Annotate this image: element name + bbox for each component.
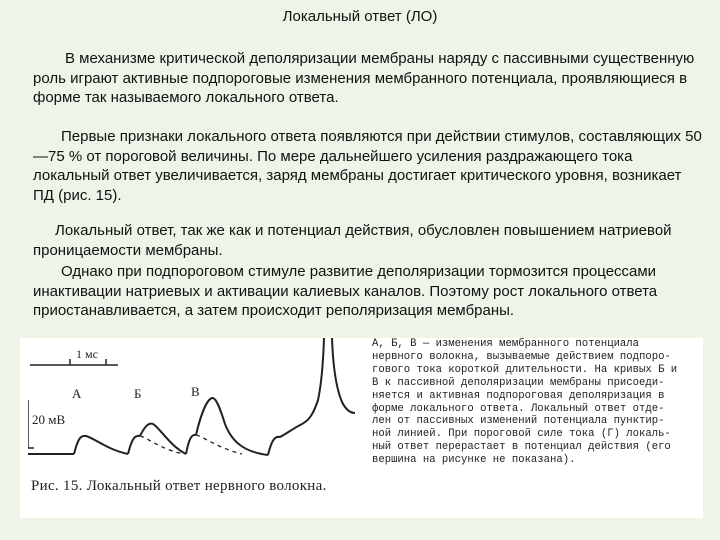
curve-g-fall: [332, 338, 355, 413]
curve-label-b: Б: [134, 386, 142, 401]
paragraph-4: Однако при подпороговом стимуле развитие деполяризации тормозится процессами инактивации натриевых и активации калиевых каналов. Поэтому рост локального ответа приостанавливается, а затем происходит реполяризация мембраны.: [33, 263, 658, 319]
curve-g-rise: [268, 338, 324, 455]
legend-line: форме локального ответа. Локальный ответ отде-: [372, 402, 665, 415]
curve-b-local: [140, 424, 186, 454]
curve-v-dashed-passive: [196, 435, 242, 454]
voltage-scale-label: 20 мВ: [32, 412, 66, 427]
time-scale-bar: [30, 359, 118, 365]
legend-line: ной линией. При пороговой силе тока (Г) локаль-: [372, 428, 671, 441]
legend-line: вершина на рисунке не показана).: [372, 454, 576, 467]
figure-legend: [372, 338, 702, 513]
figure-caption: Рис. 15. Локальный ответ нервного волокна.: [31, 478, 327, 494]
legend-line: няется и активная подпороговая деполяризация в: [372, 389, 665, 402]
time-scale-label: 1 мс: [76, 347, 98, 361]
curve-v-local: [196, 398, 268, 455]
figure-local-response: [20, 338, 703, 518]
legend-line: нервного волокна, вызываемые действием подпоро-: [372, 350, 671, 363]
curve-a: [74, 436, 128, 454]
curve-b-dashed-passive: [140, 436, 184, 454]
curve-v-passive: [186, 435, 196, 454]
curve-label-a: А: [72, 386, 82, 401]
legend-line: А, Б, В — изменения мембранного потенциала: [372, 338, 640, 350]
page-title: Локальный ответ (ЛО): [282, 8, 438, 25]
curve-b-passive: [128, 436, 140, 454]
paragraph-2: Первые признаки локального ответа появляются при действии стимулов, составляющих 50—75 % от пороговой величины. По мере дальнейшего усиления раздражающего тока локальный ответ увеличивается, заряд мембраны достигает критического уровня, возникает ПД (рис. 15).: [33, 128, 702, 204]
legend-line: гового тока короткой длительности. На кривых Б и: [372, 363, 678, 376]
paragraph-3: Локальный ответ, так же как и потенциал действия, обусловлен повышением натриевой проницаемости мембраны.: [33, 222, 672, 259]
paragraph-1: В механизме критической деполяризации мембраны наряду с пассивными существенную роль играют активные подпороговые изменения мембранного потенциала, проявляющиеся в форме так называемого локального ответа.: [33, 50, 695, 106]
legend-line: лен от пассивных изменений потенциала пунктир-: [372, 415, 665, 428]
legend-line: В к пассивной деполяризации мембраны присоеди-: [372, 376, 665, 389]
curve-label-v: В: [191, 384, 200, 399]
legend-line: ный ответ перерастает в потенциал действия (его: [372, 441, 671, 454]
